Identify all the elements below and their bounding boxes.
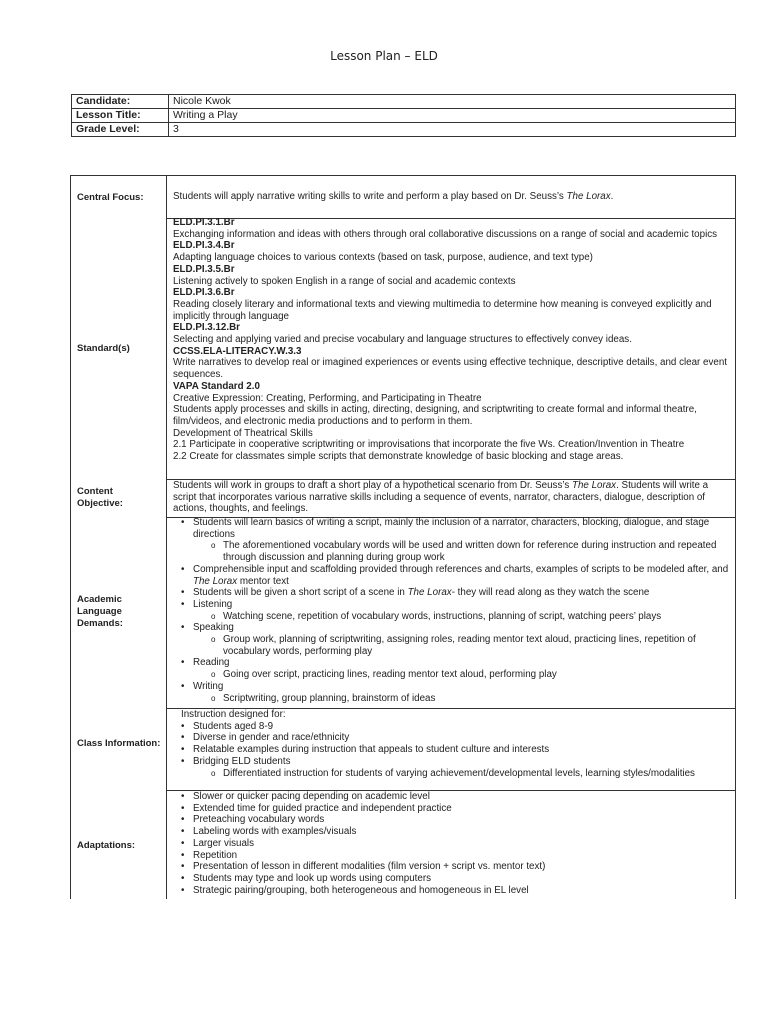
- standard-code: CCSS.ELA-LITERACY.W.3.3: [173, 345, 302, 357]
- info-row-lesson-title: [72, 109, 736, 123]
- sub-list-item: o Going over script, practicing lines, reading mentor text aloud, performing play: [173, 669, 729, 681]
- list-item: • Larger visuals: [173, 838, 729, 850]
- content-objective-text: Students will work in groups to draft a short play of a hypothetical scenario from Dr. Seuss’s The Lorax. Students will write a script that incorporates various narrative skills including a sequence of events, narrator, characters, dialogue, description of actions, thoughts, and feelings.: [173, 480, 709, 515]
- sub-list-item: o The aforementioned vocabulary words will be used and written down for reference during instruction and repeated through discussion and planning during group work: [173, 540, 729, 563]
- adaptations-label: Adaptations:: [77, 840, 136, 851]
- list-item: • Extended time for guided practice and independent practice: [173, 803, 729, 815]
- list-item: • Presentation of lesson in different modalities (film version + script vs. mentor text): [173, 861, 729, 873]
- central-focus-text: Students will apply narrative writing skills to write and perform a play based on Dr. Seuss’s The Lorax.: [173, 191, 614, 202]
- standard-text: Write narratives to develop real or imagined experiences or events using effective technique, descriptive details, and clear event sequences.: [173, 357, 728, 381]
- info-value: Writing a Play: [169, 109, 736, 123]
- info-row-grade-level: [72, 123, 736, 137]
- list-item: • Students may type and look up words using computers: [173, 873, 729, 885]
- adaptations-list: [173, 791, 729, 896]
- standard-text: Selecting and applying varied and precise vocabulary and language structures to effectively convey ideas.: [173, 334, 632, 346]
- content-objective-label: Content Objective:: [77, 486, 123, 509]
- info-label: Lesson Title:: [72, 109, 169, 123]
- standard-text: Development of Theatrical Skills: [173, 427, 313, 439]
- standard-text: Adapting language choices to various contexts (based on task, purpose, audience, and text type): [173, 252, 593, 264]
- academic-language-list: [173, 517, 729, 704]
- class-info-intro: Instruction designed for:: [181, 709, 286, 720]
- central-focus-label: Central Focus:: [77, 192, 144, 203]
- list-item: • Bridging ELD students: [173, 756, 729, 768]
- standards-label: Standard(s): [77, 343, 130, 354]
- standard-code: ELD.PI.3.1.Br: [173, 217, 235, 228]
- standards-list: [173, 217, 729, 463]
- standard-text: Students apply processes and skills in acting, directing, designing, and scriptwriting to create formal and informal theatre, film/videos, and electronic media productions and to perform in them.: [173, 404, 697, 427]
- info-label: Grade Level:: [72, 123, 169, 137]
- class-information-label: Class Information:: [77, 738, 161, 749]
- standard-code: VAPA Standard 2.0: [173, 380, 260, 392]
- standard-text: Listening actively to spoken English in a range of social and academic contexts: [173, 275, 516, 287]
- sub-list-item: o Watching scene, repetition of vocabulary words, instructions, planning of script, watching peers’ plays: [173, 611, 729, 623]
- list-item: • Preteaching vocabulary words: [173, 814, 729, 826]
- list-item: • Students aged 8-9: [173, 721, 729, 733]
- list-item: • Diverse in gender and race/ethnicity: [173, 732, 729, 744]
- list-item: • Relatable examples during instruction that appeals to student culture and interests: [173, 744, 729, 756]
- class-information-list: [173, 709, 729, 779]
- page-title: Lesson Plan – ELD: [330, 49, 438, 63]
- list-item: • Reading: [173, 657, 729, 669]
- lesson-info-table: [71, 94, 736, 137]
- standard-text: Creative Expression: Creating, Performing, and Participating in Theatre: [173, 392, 482, 404]
- standard-text: Reading closely literary and informational texts and viewing multimedia to determine how meaning is conveyed explicitly and implicitly through language: [173, 298, 712, 322]
- standard-text: 2.1 Participate in cooperative scriptwriting or improvisations that incorporate the five Ws. Creation/Invention in Theatre: [173, 439, 685, 451]
- list-item: • Comprehensible input and scaffolding provided through references and charts, examples of scripts to be modeled after, and The Lorax mentor text: [173, 564, 729, 587]
- standard-code: ELD.PI.3.4.Br: [173, 240, 235, 252]
- sub-list-item: o Differentiated instruction for students of varying achievement/developmental levels, learning styles/modalities: [173, 768, 729, 780]
- list-item: • Students will learn basics of writing a script, mainly the inclusion of a narrator, characters, blocking, dialogue, and stage directions: [173, 517, 729, 540]
- list-item: • Slower or quicker pacing depending on academic level: [173, 791, 729, 803]
- info-label: Candidate:: [72, 95, 169, 109]
- standard-code: ELD.PI.3.5.Br: [173, 263, 235, 275]
- info-row-candidate: [72, 95, 736, 109]
- list-item: • Labeling words with examples/visuals: [173, 826, 729, 838]
- list-item: • Students will be given a short script of a scene in The Lorax- they will read along as they watch the scene: [173, 587, 729, 599]
- list-item: • Listening: [173, 599, 729, 611]
- standard-text: Exchanging information and ideas with others through oral collaborative discussions on a range of social and academic topics: [173, 228, 718, 240]
- list-item: • Speaking: [173, 622, 729, 634]
- standard-text: 2.2 Create for classmates simple scripts that demonstrate knowledge of basic blocking and stage areas.: [173, 451, 624, 463]
- sub-list-item: o Group work, planning of scriptwriting, assigning roles, reading mentor text aloud, practicing lines, repetition of vocabulary words, performing play: [173, 634, 729, 657]
- lesson-plan-table: [70, 175, 736, 899]
- standard-code: ELD.PI.3.6.Br: [173, 287, 235, 299]
- academic-language-label: Academic Language Demands:: [77, 594, 123, 629]
- list-item: • Writing: [173, 681, 729, 693]
- list-item: • Strategic pairing/grouping, both heterogeneous and homogeneous in EL level: [173, 885, 729, 897]
- sub-list-item: o Scriptwriting, group planning, brainstorm of ideas: [173, 693, 729, 705]
- list-item: • Repetition: [173, 850, 729, 862]
- info-value: 3: [169, 123, 736, 137]
- standard-code: ELD.PI.3.12.Br: [173, 322, 240, 334]
- info-value: Nicole Kwok: [169, 95, 736, 109]
